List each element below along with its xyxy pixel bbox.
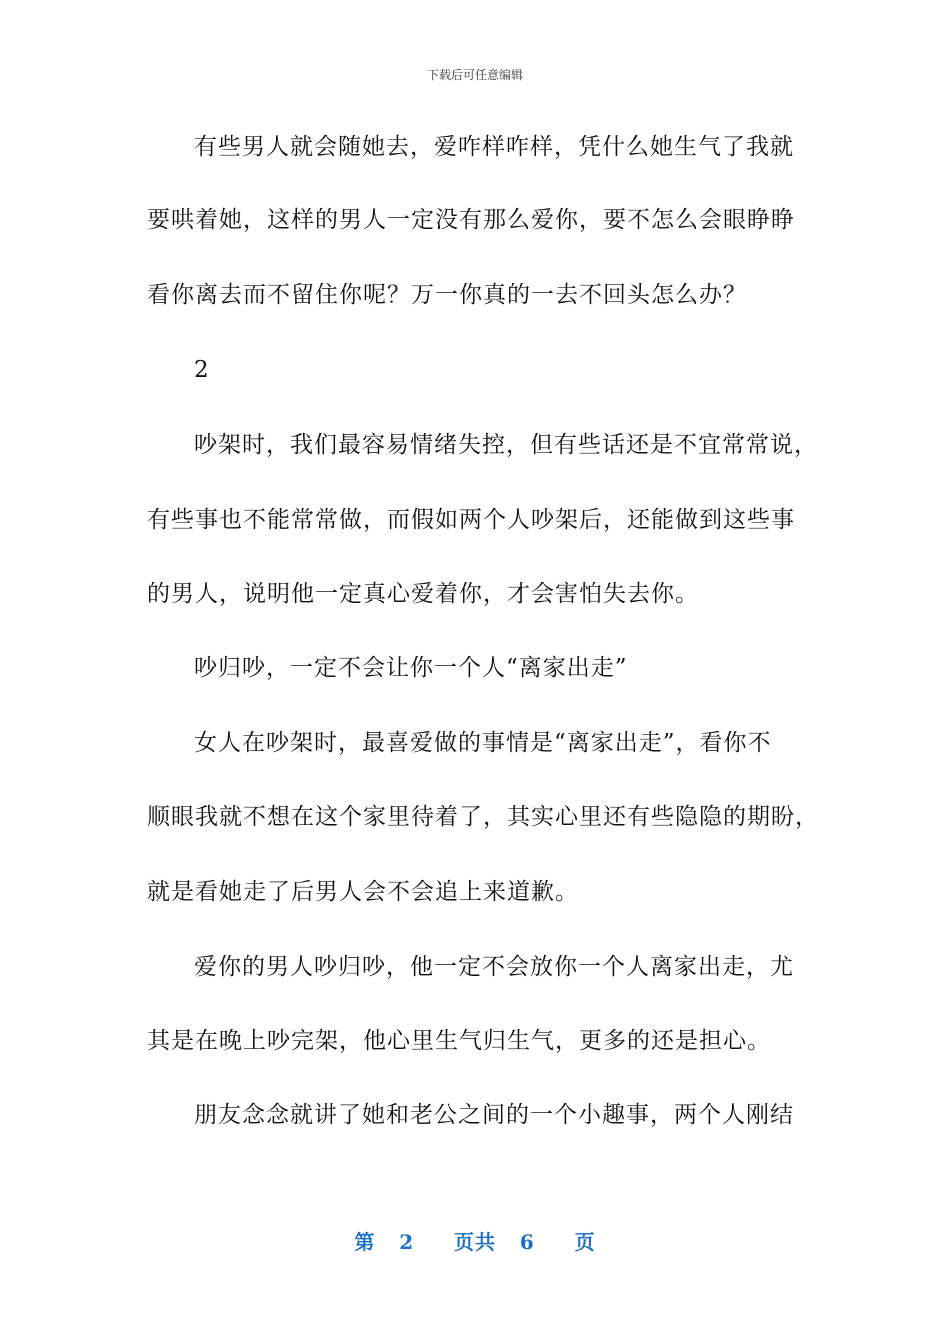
text-line: 女人在吵架时，最喜爱做的事情是“离家出走”，看你不: [194, 730, 772, 756]
text-line: 爱你的男人吵归吵，他一定不会放你一个人离家出走，尤: [194, 954, 794, 980]
text-line: 朋友念念就讲了她和老公之间的一个小趣事，两个人刚结: [194, 1102, 794, 1128]
subheading: 吵归吵，一定不会让你一个人“离家出走”: [194, 655, 628, 681]
section-number: 2: [194, 357, 210, 383]
page-footer: [0, 1226, 950, 1255]
text-line: 有些男人就会随她去，爱咋样咋样，凭什么她生气了我就: [194, 134, 794, 160]
footer-page-number: 2: [399, 1230, 415, 1254]
footer-middle: 页共: [454, 1230, 496, 1254]
text-line: 就是看她走了后男人会不会追上来道歉。: [147, 879, 579, 905]
footer-suffix: 页: [574, 1230, 596, 1254]
footer-total-pages: 6: [519, 1230, 535, 1254]
page-header: 下载后可任意编辑: [426, 68, 523, 82]
text-line: 吵架时，我们最容易情绪失控，但有些话还是不宜常常说，: [194, 432, 818, 458]
footer-prefix: 第: [354, 1230, 376, 1254]
text-line: 的男人，说明他一定真心爱着你，才会害怕失去你。: [147, 581, 699, 607]
text-line: 要哄着她，这样的男人一定没有那么爱你，要不怎么会眼睁睁: [147, 207, 795, 233]
text-line: 其是在晚上吵完架，他心里生气归生气，更多的还是担心。: [147, 1028, 771, 1054]
text-line: 有些事也不能常常做，而假如两个人吵架后，还能做到这些事: [147, 507, 795, 533]
text-line: 顺眼我就不想在这个家里待着了，其实心里还有些隐隐的期盼，: [147, 804, 819, 830]
text-line: 看你离去而不留住你呢？万一你真的一去不回头怎么办？: [147, 282, 747, 308]
